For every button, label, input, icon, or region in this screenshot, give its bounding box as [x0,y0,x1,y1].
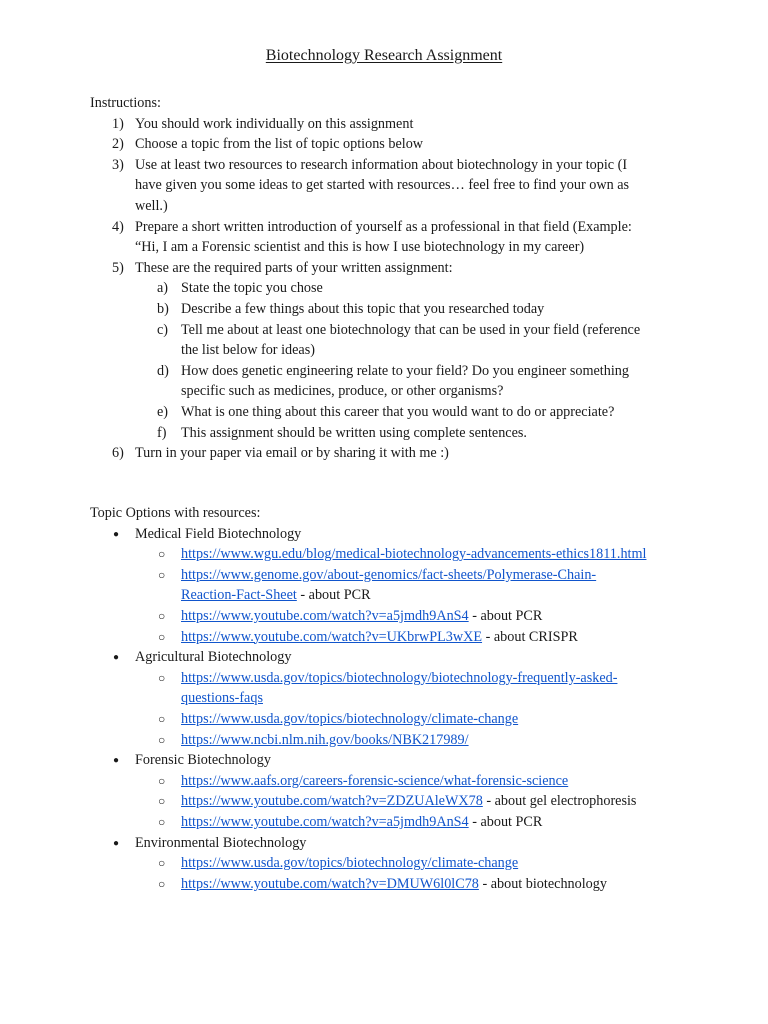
resource-line [181,627,578,647]
step-text: Choose a topic from the list of topic options below [135,136,424,153]
part-letter: d) [157,362,169,379]
circle-bullet-icon: ○ [158,732,166,747]
part-letter: c) [157,321,169,338]
topic-name: Agricultural Biotechnology [135,649,292,666]
circle-bullet-icon: ○ [158,876,166,891]
circle-bullet-icon: ○ [158,856,166,871]
bullet-icon: ● [113,528,120,540]
resource-link[interactable]: https://www.youtube.com/watch?v=a5jmdh9AnS4 [181,608,469,624]
resource-link[interactable]: https://www.usda.gov/topics/biotechnology/climate-change [181,855,519,872]
circle-bullet-icon: ○ [158,670,166,685]
topic-name: Forensic Biotechnology [135,752,271,769]
resource-note: - about CRISPR [482,628,578,645]
step-text: well.) [135,198,168,214]
resource-link[interactable]: https://www.youtube.com/watch?v=ZDZUAleWX78 [181,793,483,810]
part-text: This assignment should be written using complete sentences. [181,424,527,441]
resource-line [181,791,636,811]
resource-line [181,709,518,729]
topic-name: Medical Field Biotechnology [135,525,302,542]
step-number: 2) [112,136,124,153]
circle-bullet-icon: ○ [158,547,166,562]
bullet-icon: ● [113,652,120,664]
resource-line [181,730,469,750]
step-text: Prepare a short written introduction of yourself as a professional in that field (Example: [135,218,632,235]
resource-line [181,544,646,564]
circle-bullet-icon: ○ [158,629,166,644]
resource-link[interactable]: https://www.youtube.com/watch?v=a5jmdh9AnS4 [181,814,469,830]
resource-line [181,874,607,894]
step-text: These are the required parts of your written assignment: [135,259,453,276]
step-number: 4) [112,218,124,235]
circle-bullet-icon: ○ [158,794,166,809]
part-text: What is one thing about this career that you would want to do or appreciate? [181,404,615,420]
resource-note: - about PCR [296,587,371,604]
instructions-heading: Instructions: [90,95,161,111]
resource-line [181,606,542,626]
bullet-icon: ● [113,837,120,849]
circle-bullet-icon: ○ [158,712,166,726]
resource-line [181,771,568,791]
bullet-icon: ● [113,755,120,767]
part-text: Describe a few things about this topic that you researched today [181,301,545,317]
circle-bullet-icon: ○ [158,567,166,582]
resource-line [181,812,542,832]
resource-link[interactable]: Reaction-Fact-Sheet [181,587,297,604]
circle-bullet-icon: ○ [158,773,166,788]
resource-link[interactable]: https://www.youtube.com/watch?v=DMUW6l0lC78 [181,875,479,892]
part-text: Tell me about at least one biotechnology that can be used in your field (reference [181,321,641,338]
page-title: Biotechnology Research Assignment [265,47,503,64]
part-letter: b) [157,301,169,317]
resource-link[interactable]: https://www.ncbi.nlm.nih.gov/books/NBK217989/ [181,731,469,748]
resource-link[interactable]: https://www.usda.gov/topics/biotechnology/climate-change [181,711,519,727]
resource-line [181,853,518,873]
resource-note: - about PCR [468,814,543,830]
resource-note: - about biotechnology [478,875,607,892]
resource-link[interactable]: https://www.wgu.edu/blog/medical-biotechnology-advancements-ethics1811.html [181,546,647,563]
part-letter: e) [157,404,169,420]
step-number: 5) [112,259,124,276]
step-text: Use at least two resources to research information about biotechnology in your topic (I [135,156,628,173]
topics-heading: Topic Options with resources: [90,505,261,521]
step-number: 6) [112,445,124,462]
step-number: 3) [112,156,124,173]
part-text: specific such as medicines, produce, or other organisms? [181,383,504,400]
resource-link[interactable]: https://www.genome.gov/about-genomics/fact-sheets/Polymerase-Chain- [181,566,597,583]
resource-line [181,688,263,708]
resource-line [181,585,371,605]
part-text: the list below for ideas) [181,342,315,359]
resource-line [181,668,617,688]
resource-line [181,565,596,585]
circle-bullet-icon: ○ [158,609,166,623]
part-letter: f) [157,424,167,441]
resource-link[interactable]: https://www.youtube.com/watch?v=UKbrwPL3wXE [181,628,483,645]
part-text: How does genetic engineering relate to your field? Do you engineer something [181,362,629,379]
step-text: have given you some ideas to get started with resources… feel free to find your own as [135,177,630,194]
part-text: State the topic you chose [181,280,323,297]
step-text: Turn in your paper via email or by sharing it with me :) [135,445,449,462]
resource-note: - about gel electrophoresis [482,793,637,810]
resource-note: - about PCR [468,608,543,624]
resource-link[interactable]: questions-faqs [181,690,263,707]
step-number: 1) [112,115,124,132]
step-text: “Hi, I am a Forensic scientist and this is how I use biotechnology in my career) [135,239,585,256]
topic-name: Environmental Biotechnology [135,834,307,851]
resource-link[interactable]: https://www.aafs.org/careers-forensic-science/what-forensic-science [181,772,569,789]
part-letter: a) [157,280,169,297]
resource-link[interactable]: https://www.usda.gov/topics/biotechnology/biotechnology-frequently-asked- [181,669,618,686]
circle-bullet-icon: ○ [158,815,166,829]
step-text: You should work individually on this assignment [135,115,414,132]
